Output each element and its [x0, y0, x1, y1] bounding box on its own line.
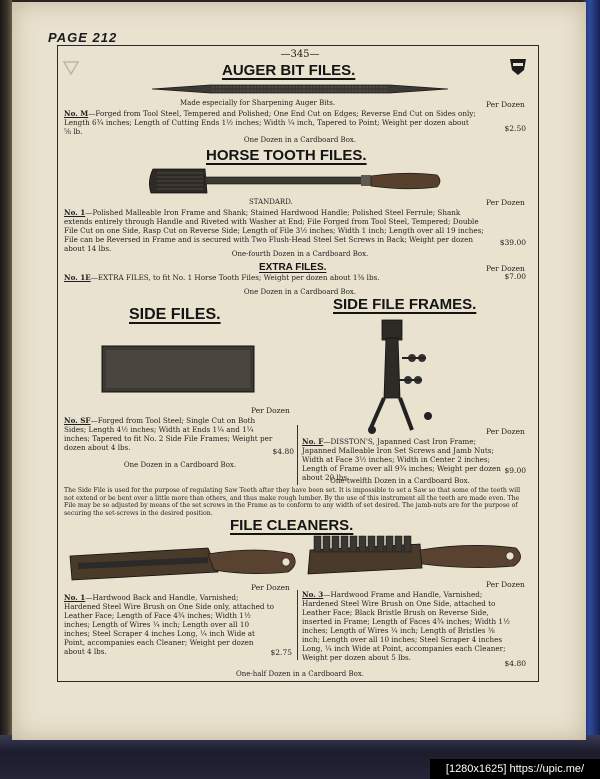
side-files-per-dozen: Per Dozen — [251, 406, 290, 415]
horse-price: $39.00 — [499, 238, 526, 247]
extra-title: EXTRA FILES. — [259, 262, 327, 273]
side-file-icon — [101, 345, 255, 393]
cleaner-no1-price: $2.75 — [270, 648, 292, 657]
horse-item-no: No. 1 — [64, 208, 86, 217]
cleaner-no3-per-dozen: Per Dozen — [486, 580, 525, 589]
image-host-watermark: [1280x1625] https://upic.me/ — [430, 759, 600, 779]
frames-title: SIDE FILE FRAMES. — [333, 296, 477, 313]
auger-item-no: No. M — [64, 109, 89, 118]
book-binding-left — [0, 0, 12, 779]
horse-description-text: —Polished Malleable Iron Frame and Shank; Stained Hardwood Handle; Polished Steel Ferrule; Shank extends entirely through Handle and Riveted with Washer at End; File Forged from Tool Steel, Tempered; Double File Cut on one Side, Rasp Cut on Reverse Side; Length of File 3½ inches; Width 1 inch; Length over all 19 inches; File can be Reversed in Frame and is secured with Two Flush-Head Steel Set Screws in Back; Weight per dozen about 14 lbs. — [64, 208, 484, 253]
auger-title: AUGER BIT FILES. — [222, 62, 356, 79]
side-files-item-no: No. SF — [64, 416, 91, 425]
side-files-title: SIDE FILES. — [129, 306, 221, 323]
auger-price: $2.50 — [504, 124, 526, 133]
frames-item-no: No. F — [302, 437, 324, 446]
file-cleaner-no1-icon — [68, 542, 300, 584]
horse-standard: STANDARD. — [249, 198, 293, 206]
faded-logo-icon — [62, 60, 80, 76]
horse-per-dozen: Per Dozen — [486, 198, 525, 207]
frames-description — [302, 437, 510, 482]
frames-price: $9.00 — [504, 466, 526, 475]
cleaners-title: FILE CLEANERS. — [230, 517, 354, 534]
side-file-note: The Side File is used for the purpose of regulating Saw Teeth after they have been set. It is impossible to set a Saw so that some of the teeth will not extend or be bent over a little more than others, and thus make rough lumber. By the use of this instrument all the teeth are made even. The File may be so adjusted by means of the set screws in the Frame as to conform to any width of set desired. The jamb-nuts are for the purpose of securing the set-screws in the desired position. — [64, 487, 521, 517]
auger-description — [64, 109, 478, 136]
cleaners-column-divider — [297, 590, 298, 660]
horse-packing: One-fourth Dozen in a Cardboard Box. — [231, 250, 369, 258]
auger-packing: One Dozen in a Cardboard Box. — [243, 136, 357, 144]
cleaners-packing: One-half Dozen in a Cardboard Box. — [235, 670, 365, 678]
cleaner-no3-item-no: No. 3 — [302, 590, 324, 599]
cleaner-no1-item-no: No. 1 — [64, 593, 86, 602]
frames-per-dozen: Per Dozen — [486, 427, 525, 436]
horse-description — [64, 208, 484, 253]
extra-description-text: —EXTRA FILES, to fit No. 1 Horse Tooth Files; Weight per dozen about 1⅜ lbs. — [90, 273, 380, 282]
frames-description-text: —DISSTON'S, Japanned Cast Iron Frame; Japanned Malleable Iron Set Screws and Jamb Nuts; Width at Face 3½ inches; Width in Center 2 inches; Length of Frame over all 9¾ inches; Weight per dozen about 20 lbs. — [302, 437, 501, 482]
extra-per-dozen: Per Dozen — [486, 264, 525, 273]
side-file-frame-icon — [368, 318, 448, 438]
side-files-packing: One Dozen in a Cardboard Box. — [123, 461, 237, 469]
extra-item-no: No. 1E — [64, 273, 91, 282]
horse-title: HORSE TOOTH FILES. — [206, 147, 367, 164]
horse-tooth-file-icon — [147, 165, 443, 197]
extra-price: $7.00 — [504, 272, 526, 281]
cleaner-no1-description-text: —Hardwood Back and Handle, Varnished; Hardened Steel Wire Brush on One Side only, attached to Leather Face; Length of Face 4¾ inches; Width 1½ inches; Length of Wires ¼ inch; Length over all 10 inches; Steel Scraper 4 inches Long, ¼ inch Wide at Point, accompanies each Cleaner; Weight per dozen about 4 lbs. — [64, 593, 274, 656]
auger-description-text: —Forged from Tool Steel, Tempered and Polished; One End Cut on Edges; Reverse End Cut on Sides only; Length 6¾ inches; Length of Cutting Ends 1½ inches; Width ¼ inch, Tapered to Point; Weight per dozen about ⅝ lb. — [64, 109, 476, 136]
auger-bit-file-icon — [150, 82, 450, 96]
file-cleaner-no3-icon — [300, 534, 526, 580]
frames-packing: One-twelfth Dozen in a Cardboard Box. — [330, 477, 470, 485]
side-files-description-text: —Forged from Tool Steel; Single Cut on Both Sides; Length 4½ inches; Width at Ends 1¼ and 1¼ inches; Tapered to fit No. 2 Side File Frames; Weight per dozen about 4 lbs. — [64, 416, 273, 452]
cleaner-no1-per-dozen: Per Dozen — [251, 583, 290, 592]
side-files-description — [64, 416, 274, 452]
cleaner-no3-price: $4.80 — [504, 659, 526, 668]
sheet-number: —345— — [280, 49, 320, 60]
column-divider — [297, 425, 298, 485]
page-number: PAGE 212 — [48, 30, 118, 45]
extra-packing: One Dozen in a Cardboard Box. — [243, 288, 357, 296]
cleaner-no3-description — [302, 590, 512, 662]
auger-tagline: Made especially for Sharpening Auger Bits. — [180, 99, 336, 107]
cleaner-no3-description-text: —Hardwood Frame and Handle, Varnished; Hardened Steel Wire Brush on One Side, attached to Leather Face; Black Bristle Brush on Reverse Side, inserted in Frame; Length of Faces 4¾ inches; Width 1½ inches; Length of Wires ¼ inch; Length of Bristles ⅜ inch; Length over all 10 inches; Steel Scraper 4 inches Long, ¼ inch Wide at Point, accompanies each Cleaner; Weight per dozen about 5 lbs. — [302, 590, 510, 662]
keystone-logo-icon — [508, 58, 528, 76]
cleaner-no1-description — [64, 593, 274, 656]
auger-per-dozen: Per Dozen — [486, 100, 525, 109]
side-files-price: $4.80 — [272, 447, 294, 456]
extra-description — [64, 273, 478, 282]
